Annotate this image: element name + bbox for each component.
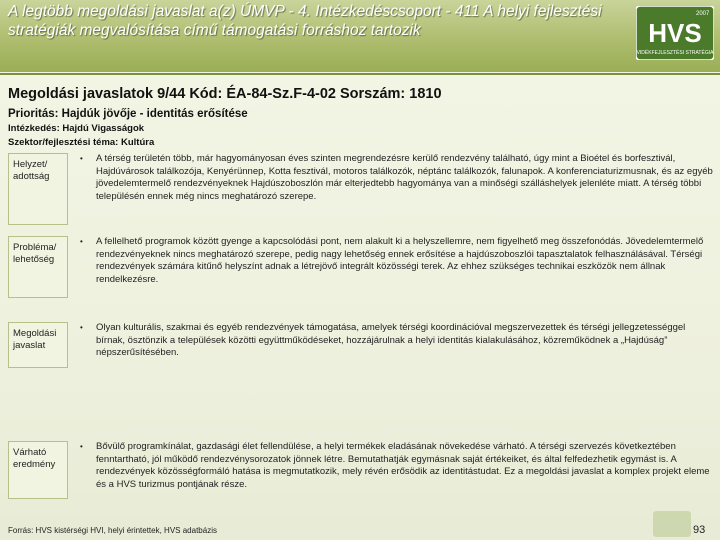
row-label: Várható eredmény bbox=[8, 441, 68, 499]
row-text: A térség területén több, már hagyományosan éves szinten megrendezésre kerülő rendezvény található, úgy mint a Bioétel és borfesztivál, Hajdúvárosok találkozója, Kenyérünnep, Kotta fesztivál, motoros találkozók, néptánc találkozók, falunapok. A konferenciaturizmusnak, és az egyéb jövedelemtermelő rendezvényeknek Hajdúszoboszlón már elterjedtebb hagyománya van a minőségi szálláshelyek jelenléte miatt. A térség többi településén ennek még nincs meghatározó szerepe. bbox=[96, 153, 713, 202]
logo-year: 2007 bbox=[696, 11, 710, 17]
page-title: Megoldási javaslatok 9/44 Kód: ÉA-84-Sz.F-4-02 Sorszám: 1810 bbox=[8, 86, 442, 102]
bullet-icon: • bbox=[80, 442, 83, 451]
row-text: A fellelhető programok között gyenge a kapcsolódási pont, nem alakult ki a helyszellemre, nem figyelhető meg összefonódás. Jövedelemtermelő rendezvényeknek nincs meghatározó szerepe, pedig nagy lehetőség ennek erősítése a hajdúszoboszlói tapasztalatok felhasználásával. Térségi rendezvények számára kitűnő helyszínt adnak a létrejövő integrált közösségi terek. Az ehhez szükséges technikai eszközök nem állnak rendelkezésre. bbox=[96, 236, 704, 285]
priority-line: Prioritás: Hajdúk jövője - identitás erősítése bbox=[8, 108, 248, 120]
intervention-line: Intézkedés: Hajdú Vigasságok bbox=[8, 123, 145, 134]
row-label: Helyzet/ adottság bbox=[8, 153, 68, 225]
hvs-logo bbox=[636, 6, 714, 60]
bullet-icon: • bbox=[80, 237, 83, 246]
bullet-icon: • bbox=[80, 323, 83, 332]
bullet-icon: • bbox=[80, 154, 83, 163]
header-banner bbox=[0, 0, 720, 72]
hvs-watermark-icon bbox=[652, 510, 692, 538]
row-text: Bővülő programkínálat, gazdasági élet fellendülése, a helyi termékek eladásának növekedése várható. A térségi szervezés következtében fenntartható, jól működő rendezvénysorozatok jönnek létre. Bemutathatják egymásnak saját értékeiket, és által felfedezhetik egymást is. A rendezvények közösségformáló hatása is megmutatkozik, mely révén erősödik az identitástudat. Ez a megoldási javaslat a komplex projekt eleme és a HVS turizmus pontjának része. bbox=[96, 441, 710, 490]
row-body bbox=[80, 153, 714, 203]
row-body bbox=[80, 322, 714, 360]
page-number: 93 bbox=[693, 524, 706, 536]
row-solution bbox=[8, 322, 714, 368]
row-problem bbox=[8, 236, 714, 298]
sector-line: Szektor/fejlesztési téma: Kultúra bbox=[8, 137, 155, 148]
row-label: Megoldási javaslat bbox=[8, 322, 68, 368]
source-note: Forrás: HVS kistérségi HVI, helyi érintettek, HVS adatbázis bbox=[8, 526, 217, 535]
row-text: Olyan kulturális, szakmai és egyéb rendezvények támogatása, amelyek térségi koordinációval megszervezettek és térségi jellegzetességgel bírnak, ösztönzik a települések közötti együttműködéseket, hozzájárulnak a helyi identitás kialakulásához, közreműködnek a „Hajdúság” népszerűsítésében. bbox=[96, 322, 686, 358]
logo-subtitle: VIDÉKFEJLESZTÉSI STRATÉGIA bbox=[636, 50, 714, 56]
row-body bbox=[80, 441, 714, 491]
row-situation bbox=[8, 153, 714, 225]
header-title: A legtöbb megoldási javaslat a(z) ÚMVP - 4. Intézkedéscsoport - 411 A helyi fejlesztési stratégiák megvalósítása című támogatási forráshoz tartozik bbox=[8, 3, 602, 39]
row-body bbox=[80, 236, 714, 286]
header-divider bbox=[0, 73, 720, 75]
logo-wordmark: HVS bbox=[648, 18, 702, 48]
row-expected-result bbox=[8, 441, 714, 499]
row-label: Probléma/ lehetőség bbox=[8, 236, 68, 298]
